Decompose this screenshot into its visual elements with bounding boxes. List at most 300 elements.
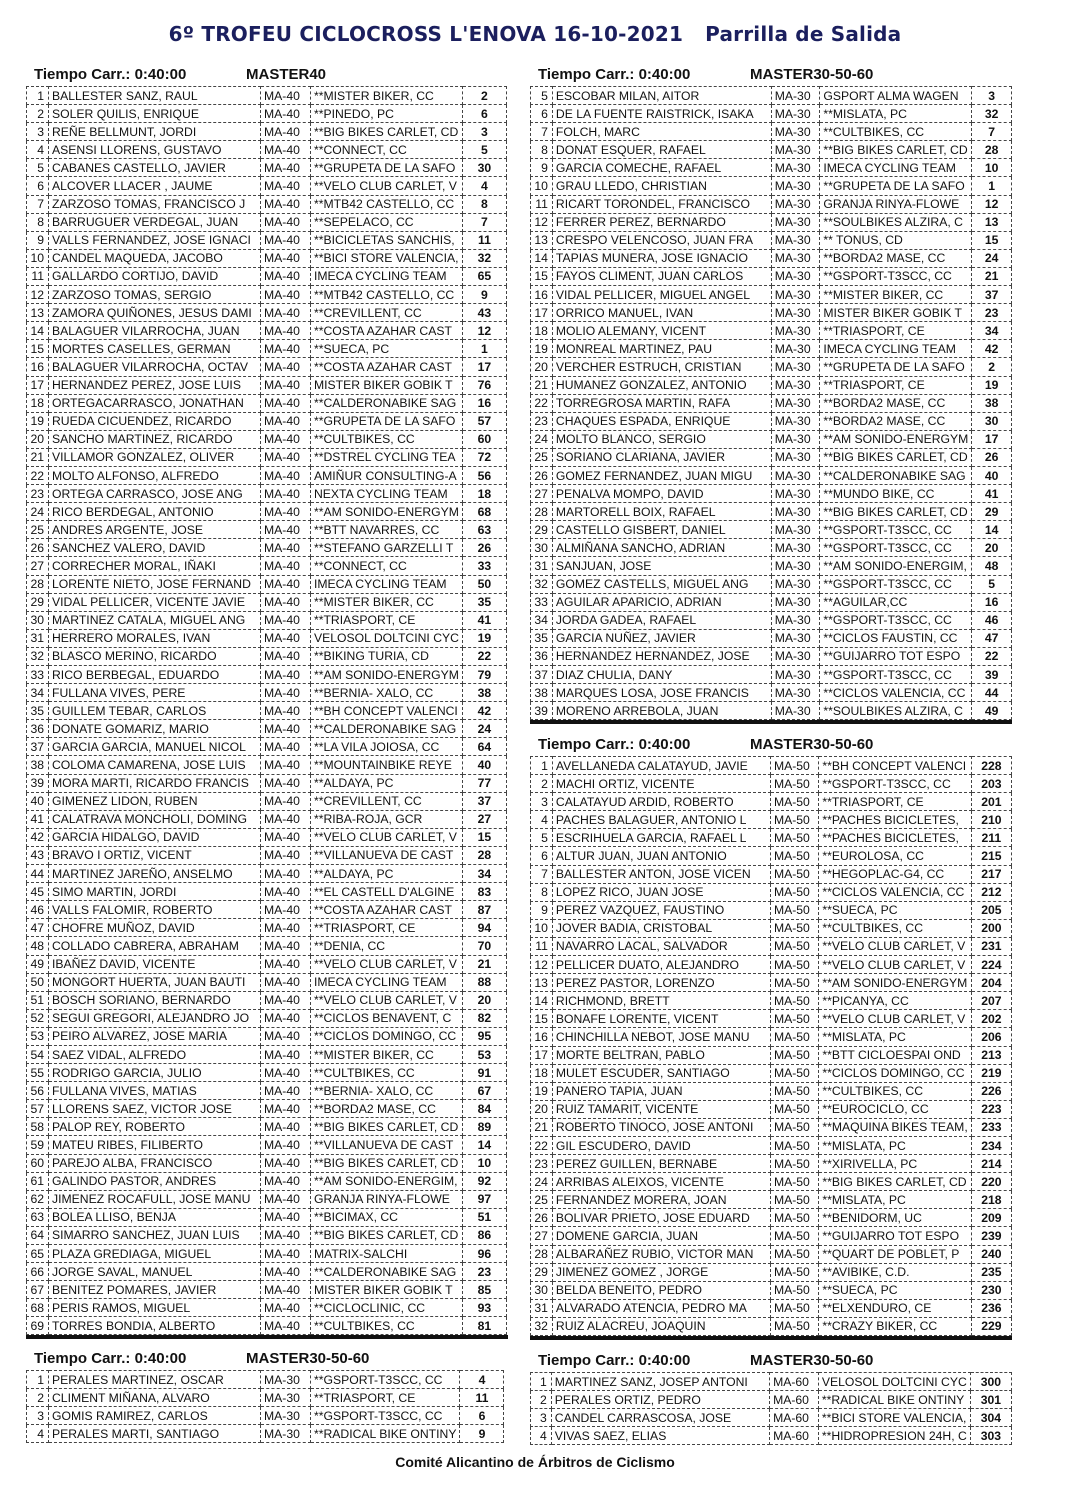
rider-name: CASTELLO GISBERT, DANIEL — [552, 521, 771, 539]
rider-category: MA-30 — [771, 177, 820, 195]
table-row — [27, 358, 507, 376]
table-row — [27, 1263, 507, 1281]
rider-name: PAREJO ALBA, FRANCISCO — [49, 1154, 261, 1172]
table-row — [27, 376, 507, 394]
club-name: **BORDA2 MASE, CC — [311, 1100, 463, 1118]
table-row — [531, 883, 1012, 901]
rider-category: MA-40 — [261, 1009, 311, 1027]
rider-name: VALLS FALOMIR, ROBERTO — [49, 901, 261, 919]
bib-number: 56 — [462, 466, 506, 484]
bib-number: 95 — [462, 1027, 506, 1045]
grid-position: 34 — [27, 684, 49, 702]
grid-position: 17 — [531, 1046, 553, 1064]
grid-position: 27 — [531, 485, 553, 503]
rider-category: MA-40 — [261, 1027, 311, 1045]
rider-category: MA-40 — [261, 575, 311, 593]
table-row — [531, 1064, 1012, 1082]
rider-name: RICO BERDEGAL, ANTONIO — [49, 503, 261, 521]
grid-position: 3 — [27, 1407, 49, 1425]
grid-position: 13 — [27, 304, 49, 322]
club-name: **GSPORT-T3SCC, CC — [820, 267, 972, 285]
rider-category: MA-30 — [771, 358, 820, 376]
grid-position: 67 — [27, 1281, 49, 1299]
grid-position: 1 — [531, 1373, 552, 1391]
rider-name: SANCHEZ VALERO, DAVID — [49, 539, 261, 557]
rider-category: MA-40 — [261, 1082, 311, 1100]
bib-number: 7 — [972, 123, 1012, 141]
rider-category: MA-40 — [261, 901, 311, 919]
table-row — [27, 485, 507, 503]
club-name: **VELO CLUB CARLET, V — [819, 956, 971, 974]
club-name: **BIG BIKES CARLET, CD — [820, 503, 972, 521]
club-name: **BORDA2 MASE, CC — [820, 412, 972, 430]
rider-category: MA-40 — [261, 177, 311, 195]
grid-position: 40 — [27, 792, 49, 810]
grid-position: 3 — [27, 123, 49, 141]
table-row — [531, 466, 1012, 484]
bib-number: 7 — [462, 213, 506, 231]
table-row — [27, 1136, 507, 1154]
bib-number: 20 — [972, 539, 1012, 557]
club-name: **TRIASPORT, CE — [311, 611, 463, 629]
table-row — [531, 1046, 1012, 1064]
grid-position: 29 — [27, 593, 49, 611]
club-name: **BERNIA- XALO, CC — [311, 1082, 463, 1100]
rider-name: BARRUGUER VERDEGAL, JUAN — [49, 213, 261, 231]
title-sub: Parrilla de Salida — [705, 22, 902, 46]
grid-position: 55 — [27, 1064, 49, 1082]
table-row — [27, 466, 507, 484]
rider-name: VIVAS SAEZ, ELIAS — [551, 1427, 769, 1445]
table-row — [27, 521, 507, 539]
rider-category: MA-40 — [261, 557, 311, 575]
rider-category: MA-40 — [261, 1045, 311, 1063]
start-grid-master30-extra — [26, 1348, 508, 1443]
grid-position: 41 — [27, 810, 49, 828]
rider-name: JORDA GADEA, RAFAEL — [552, 611, 771, 629]
table-row — [531, 1373, 1012, 1391]
club-name: **GSPORT-T3SCC, CC — [819, 775, 971, 793]
table-row — [27, 684, 507, 702]
rider-category: MA-30 — [771, 448, 820, 466]
rider-category: MA-50 — [770, 865, 818, 883]
start-grid-master40 — [26, 64, 508, 1339]
grid-position: 9 — [27, 231, 49, 249]
bib-number: 6 — [462, 105, 506, 123]
bib-number: 34 — [462, 865, 506, 883]
start-list-table — [26, 86, 507, 1335]
grid-position: 39 — [531, 702, 553, 720]
rider-category: MA-50 — [770, 1209, 818, 1227]
bib-number: 5 — [462, 141, 506, 159]
rider-category: MA-40 — [261, 1226, 311, 1244]
rider-category: MA-40 — [261, 87, 311, 105]
rider-category: MA-40 — [261, 340, 311, 358]
table-row — [531, 1010, 1012, 1028]
bib-number: 81 — [462, 1317, 506, 1335]
rider-name: GALLARDO CORTIJO, DAVID — [49, 267, 261, 285]
bib-number: 301 — [970, 1391, 1011, 1409]
club-name: **ELXENDURO, CE — [819, 1299, 971, 1317]
club-name: **VELO CLUB CARLET, V — [311, 991, 463, 1009]
rider-name: FAYOS CLIMENT, JUAN CARLOS — [552, 267, 771, 285]
footer-text: Comité Alicantino de Árbitros de Ciclismo — [395, 1454, 675, 1470]
club-name: **SUECA, PC — [311, 340, 463, 358]
table-row — [531, 757, 1012, 775]
rider-name: SIMARRO SANCHEZ, JUAN LUIS — [49, 1226, 261, 1244]
bib-number: 38 — [462, 684, 506, 702]
rider-category: MA-30 — [771, 195, 820, 213]
rider-name: MARTINEZ CATALA, MIGUEL ANG — [49, 611, 261, 629]
rider-category: MA-30 — [771, 485, 820, 503]
start-list-table — [530, 86, 1012, 720]
rider-category: MA-50 — [770, 1299, 818, 1317]
table-row — [531, 919, 1012, 937]
block-header — [26, 64, 508, 86]
bib-number: 63 — [462, 521, 506, 539]
rider-category: MA-40 — [261, 991, 311, 1009]
table-row — [27, 1027, 507, 1045]
club-name: **MISTER BIKER, CC — [820, 286, 972, 304]
grid-position: 68 — [27, 1299, 49, 1317]
bib-number: 37 — [462, 792, 506, 810]
table-row — [27, 720, 507, 738]
table-row — [531, 376, 1012, 394]
rider-name: BOLEA LLISO, BENJA — [49, 1208, 261, 1226]
bib-number: 93 — [462, 1299, 506, 1317]
grid-position: 4 — [27, 141, 49, 159]
club-name: **CICLOS VALENCIA, CC — [819, 883, 971, 901]
club-name: MISTER BIKER GOBIK T — [311, 1281, 463, 1299]
club-name: **CREVILLENT, CC — [311, 304, 463, 322]
rider-name: GARCIA NUÑEZ, JAVIER — [552, 629, 771, 647]
bib-number: 92 — [462, 1172, 506, 1190]
rider-name: DOMENE GARCIA, JUAN — [552, 1227, 770, 1245]
bib-number: 203 — [971, 775, 1011, 793]
table-row — [27, 394, 507, 412]
grid-position: 31 — [27, 629, 49, 647]
rider-name: ARRIBAS ALEIXOS, VICENTE — [552, 1173, 770, 1191]
table-row — [531, 847, 1012, 865]
rider-name: GIMENEZ LIDON, RUBEN — [49, 792, 261, 810]
rider-category: MA-50 — [770, 1173, 818, 1191]
rider-name: FULLANA VIVES, PERE — [49, 684, 261, 702]
rider-category: MA-40 — [261, 684, 311, 702]
rider-category: MA-50 — [770, 1136, 818, 1154]
table-row — [531, 1173, 1012, 1191]
rider-category: MA-30 — [771, 286, 820, 304]
grid-position: 16 — [27, 358, 49, 376]
table-row — [27, 267, 507, 285]
rider-name: SEGUI GREGORI, ALEJANDRO JO — [49, 1009, 261, 1027]
page-title — [0, 22, 1070, 46]
table-row — [531, 1136, 1012, 1154]
club-name: **VELO CLUB CARLET, V — [819, 937, 971, 955]
grid-position: 32 — [531, 575, 553, 593]
bib-number: 40 — [462, 756, 506, 774]
grid-position: 49 — [27, 955, 49, 973]
grid-position: 46 — [27, 901, 49, 919]
rider-name: CORRECHER MORAL, IÑAKI — [49, 557, 261, 575]
rider-category: MA-40 — [261, 955, 311, 973]
rider-name: ESCRIHUELA GARCIA, RAFAEL L — [552, 829, 770, 847]
grid-position: 62 — [27, 1190, 49, 1208]
bib-number: 28 — [462, 846, 506, 864]
rider-category: MA-60 — [770, 1391, 819, 1409]
club-name: **BTT CICLOESPAI OND — [819, 1046, 971, 1064]
table-row — [531, 775, 1012, 793]
start-list-table — [530, 756, 1012, 1336]
rider-category: MA-40 — [261, 919, 311, 937]
rider-category: MA-40 — [261, 1281, 311, 1299]
rider-name: ZARZOSO TOMAS, SERGIO — [49, 286, 261, 304]
rider-category: MA-30 — [771, 322, 820, 340]
club-name: **AM SONIDO-ENERGYM — [311, 503, 463, 521]
rider-category: MA-40 — [261, 466, 311, 484]
bib-number: 68 — [462, 503, 506, 521]
bib-number: 4 — [460, 1371, 504, 1389]
rider-category: MA-30 — [771, 684, 820, 702]
bib-number: 22 — [462, 647, 506, 665]
club-name: **DSTREL CYCLING TEA — [311, 448, 463, 466]
grid-position: 8 — [531, 883, 553, 901]
grid-position: 2 — [27, 1389, 49, 1407]
grid-position: 58 — [27, 1118, 49, 1136]
rider-name: PEIRO ALVAREZ, JOSE MARIA — [49, 1027, 261, 1045]
club-name: **BICIMAX, CC — [311, 1208, 463, 1226]
grid-position: 39 — [27, 774, 49, 792]
rider-name: JOVER BADIA, CRISTOBAL — [552, 919, 770, 937]
rider-category: MA-50 — [770, 1191, 818, 1209]
rider-name: PACHES BALAGUER, ANTONIO L — [552, 811, 770, 829]
table-row — [531, 141, 1012, 159]
bib-number: 218 — [971, 1191, 1011, 1209]
race-time: Tiempo Carr.: 0:40:00 — [538, 1352, 691, 1369]
rider-category: MA-30 — [261, 1389, 311, 1407]
club-name: **SOULBIKES ALZIRA, C — [820, 702, 972, 720]
club-name: VELOSOL DOLTCINI CYC — [818, 1373, 970, 1391]
grid-position: 64 — [27, 1226, 49, 1244]
table-row — [531, 1263, 1012, 1281]
grid-position: 17 — [27, 376, 49, 394]
category-label: MASTER30-50-60 — [246, 1350, 370, 1367]
bib-number: 26 — [972, 448, 1012, 466]
grid-position: 23 — [531, 412, 553, 430]
table-row — [531, 1209, 1012, 1227]
bib-number: 22 — [972, 647, 1012, 665]
bib-number: 223 — [971, 1100, 1011, 1118]
bib-number: 224 — [971, 956, 1011, 974]
club-name: **MUNDO BIKE, CC — [820, 485, 972, 503]
block-header — [530, 64, 1012, 86]
grid-position: 38 — [27, 756, 49, 774]
table-row — [531, 811, 1012, 829]
club-name: **AM SONIDO-ENERGYM — [819, 974, 971, 992]
grid-position: 14 — [531, 992, 553, 1010]
table-row — [27, 973, 507, 991]
bib-number: 72 — [462, 448, 506, 466]
rider-name: ROBERTO TINOCO, JOSE ANTONI — [552, 1118, 770, 1136]
grid-position: 23 — [531, 1155, 553, 1173]
rider-name: VALLS FERNANDEZ, JOSE IGNACI — [49, 231, 261, 249]
rider-name: NAVARRO LACAL, SALVADOR — [552, 937, 770, 955]
table-row — [531, 340, 1012, 358]
table-row — [27, 448, 507, 466]
rider-name: BALLESTER ANTON, JOSE VICEN — [552, 865, 770, 883]
club-name: **GUIJARRO TOT ESPO — [820, 647, 972, 665]
rider-name: MATEU RIBES, FILIBERTO — [49, 1136, 261, 1154]
block-header — [530, 1350, 1012, 1372]
grid-position: 25 — [531, 448, 553, 466]
grid-position: 65 — [27, 1245, 49, 1263]
table-row — [531, 213, 1012, 231]
club-name: **BENIDORM, UC — [819, 1209, 971, 1227]
grid-position: 63 — [27, 1208, 49, 1226]
rider-category: MA-30 — [771, 557, 820, 575]
grid-position: 36 — [27, 720, 49, 738]
bib-number: 19 — [972, 376, 1012, 394]
rider-name: VIDAL PELLICER, VICENTE JAVIE — [49, 593, 261, 611]
grid-position: 8 — [531, 141, 553, 159]
bib-number: 24 — [462, 720, 506, 738]
club-name: **GUIJARRO TOT ESPO — [819, 1227, 971, 1245]
rider-category: MA-40 — [261, 792, 311, 810]
club-name: **TRIASPORT, CE — [820, 322, 972, 340]
rider-category: MA-40 — [261, 774, 311, 792]
club-name: **BERNIA- XALO, CC — [311, 684, 463, 702]
club-name: **BICICLETAS SANCHIS, — [311, 231, 463, 249]
rider-name: CALATAYUD ARDID, ROBERTO — [552, 793, 770, 811]
table-row — [27, 159, 507, 177]
rider-name: ALBARAÑEZ RUBIO, VICTOR MAN — [552, 1245, 770, 1263]
club-name: **HEGOPLAC-G4, CC — [819, 865, 971, 883]
rider-category: MA-50 — [770, 829, 818, 847]
rider-category: MA-30 — [771, 141, 820, 159]
table-row — [531, 793, 1012, 811]
table-row — [27, 304, 507, 322]
grid-position: 54 — [27, 1045, 49, 1063]
grid-position: 16 — [531, 286, 553, 304]
rider-category: MA-40 — [261, 249, 311, 267]
grid-position: 21 — [27, 448, 49, 466]
bib-number: 60 — [462, 430, 506, 448]
club-name: **PINEDO, PC — [311, 105, 463, 123]
grid-position: 51 — [27, 991, 49, 1009]
club-name: **ALDAYA, PC — [311, 865, 463, 883]
grid-position: 18 — [531, 1064, 553, 1082]
grid-position: 28 — [531, 503, 553, 521]
grid-position: 29 — [531, 1263, 553, 1281]
club-name: **VELO CLUB CARLET, V — [311, 828, 463, 846]
club-name: **CRAZY BIKER, CC — [819, 1317, 971, 1335]
rider-category: MA-30 — [261, 1407, 311, 1425]
bib-number: 303 — [970, 1427, 1011, 1445]
bib-number: 47 — [972, 629, 1012, 647]
club-name: **CONNECT, CC — [311, 141, 463, 159]
table-row — [531, 1118, 1012, 1136]
rider-category: MA-40 — [261, 267, 311, 285]
club-name: **EL CASTELL D'ALGINE — [311, 883, 463, 901]
table-row — [531, 177, 1012, 195]
grid-position: 10 — [27, 249, 49, 267]
rider-name: COLLADO CABRERA, ABRAHAM — [49, 937, 261, 955]
club-name: GRANJA RINYA-FLOWE — [820, 195, 972, 213]
rider-category: MA-30 — [771, 593, 820, 611]
bib-number: 86 — [462, 1226, 506, 1244]
rider-category: MA-50 — [770, 1028, 818, 1046]
bib-number: 17 — [462, 358, 506, 376]
bib-number: 84 — [462, 1100, 506, 1118]
bib-number: 219 — [971, 1064, 1011, 1082]
bib-number: 215 — [971, 847, 1011, 865]
rider-category: MA-40 — [261, 702, 311, 720]
table-row — [27, 756, 507, 774]
rider-category: MA-40 — [261, 629, 311, 647]
rider-name: MORENO ARREBOLA, JUAN — [552, 702, 771, 720]
club-name: GSPORT ALMA WAGEN — [820, 87, 972, 105]
grid-position: 17 — [531, 304, 553, 322]
table-row — [27, 1082, 507, 1100]
table-row — [531, 322, 1012, 340]
bib-number: 89 — [462, 1118, 506, 1136]
bib-number: 304 — [970, 1409, 1011, 1427]
club-name: **XIRIVELLA, PC — [819, 1155, 971, 1173]
grid-position: 22 — [27, 466, 49, 484]
rider-category: MA-40 — [261, 1299, 311, 1317]
rider-name: ALMIÑANA SANCHO, ADRIAN — [552, 539, 771, 557]
bib-number: 32 — [462, 249, 506, 267]
race-time: Tiempo Carr.: 0:40:00 — [34, 1350, 187, 1367]
rider-category: MA-50 — [770, 1082, 818, 1100]
bib-number: 85 — [462, 1281, 506, 1299]
bib-number: 3 — [972, 87, 1012, 105]
club-name: IMECA CYCLING TEAM — [820, 340, 972, 358]
bib-number: 213 — [971, 1046, 1011, 1064]
grid-position: 32 — [531, 1317, 553, 1335]
grid-position: 12 — [531, 213, 553, 231]
table-row — [27, 1009, 507, 1027]
rider-name: ORRICO MANUEL, IVAN — [552, 304, 771, 322]
club-name: **BIG BIKES CARLET, CD — [819, 1173, 971, 1191]
grid-position: 26 — [27, 539, 49, 557]
club-name: **EUROCICLO, CC — [819, 1100, 971, 1118]
bib-number: 39 — [972, 666, 1012, 684]
rider-category: MA-40 — [261, 1317, 311, 1335]
table-row — [531, 1155, 1012, 1173]
bib-number: 65 — [462, 267, 506, 285]
table-row — [27, 430, 507, 448]
club-name: IMECA CYCLING TEAM — [311, 973, 463, 991]
table-row — [531, 521, 1012, 539]
rider-category: MA-40 — [261, 1172, 311, 1190]
club-name: **RADICAL BIKE ONTINY — [311, 1425, 460, 1443]
bib-number: 12 — [972, 195, 1012, 213]
bib-number: 1 — [462, 340, 506, 358]
grid-position: 8 — [27, 213, 49, 231]
start-grid-master50 — [530, 734, 1012, 1340]
bib-number: 87 — [462, 901, 506, 919]
grid-position: 35 — [531, 629, 553, 647]
rider-name: ZAMORA QUIÑONES, JESUS DAMI — [49, 304, 261, 322]
rider-category: MA-40 — [261, 1154, 311, 1172]
rider-category: MA-50 — [770, 775, 818, 793]
rider-name: GIL ESCUDERO, DAVID — [552, 1136, 770, 1154]
rider-name: BONAFE LORENTE, VICENT — [552, 1010, 770, 1028]
bib-number: 235 — [971, 1263, 1011, 1281]
club-name: **ALDAYA, PC — [311, 774, 463, 792]
grid-position: 6 — [531, 105, 553, 123]
bib-number: 57 — [462, 412, 506, 430]
